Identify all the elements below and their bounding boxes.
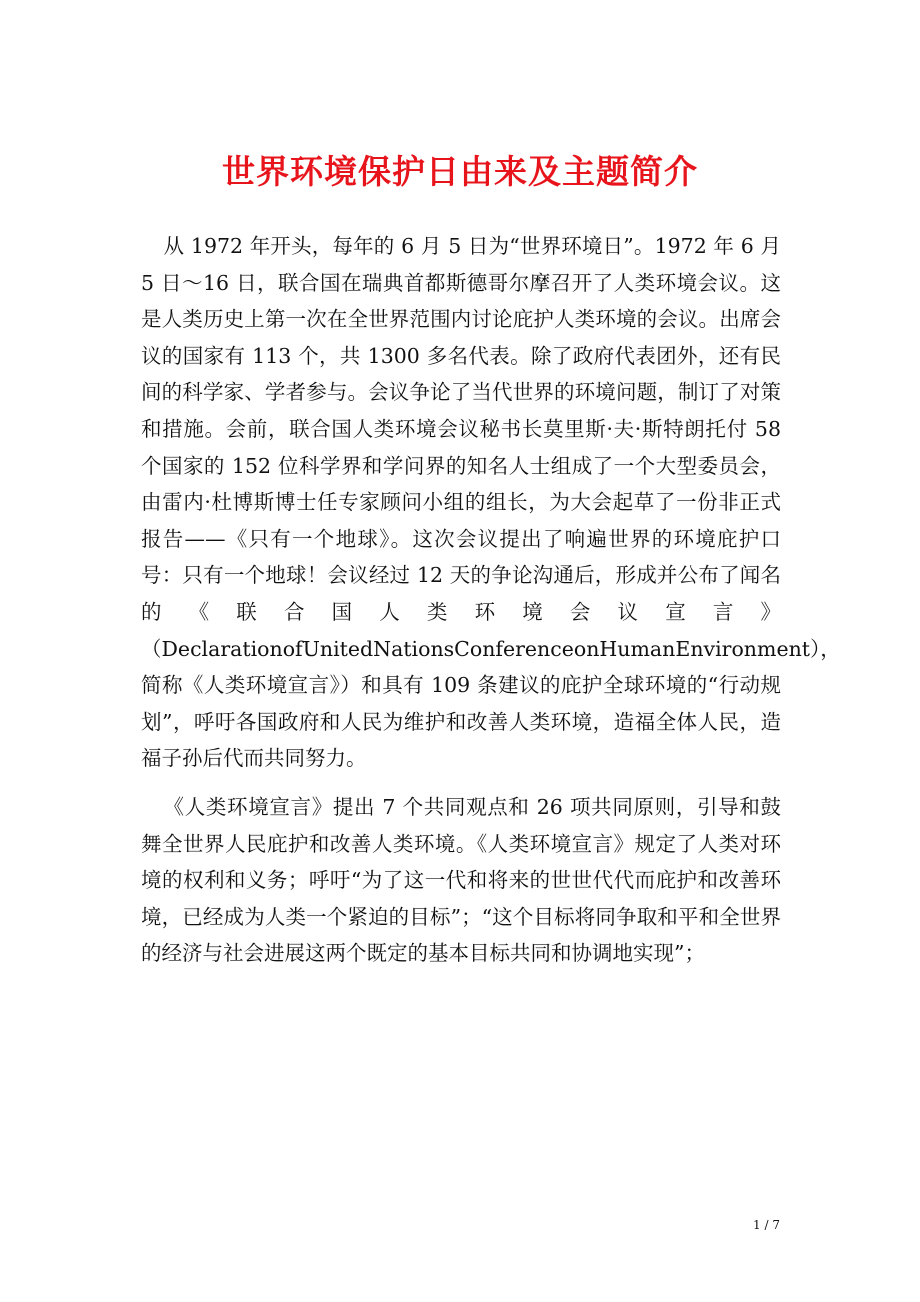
document-title: 世界环境保护日由来及主题简介 [222, 152, 698, 191]
page-number: 1 / 7 [753, 1218, 780, 1232]
paragraph-2: 《人类环境宣言》提出 7 个共同观点和 26 项共同原则，引导和鼓舞全世界人民庇护和改善人类环境。《人类环境宣言》规定了人类对环境的权利和义务；呼吁“为了这一代和将来的世世代代而庇护和改善环境，已经成为人类一个紧迫的目标”；“这个目标将同争取和平和全世界的经济与社会进展这两个既定的基本目标共同和协调地实现”； [141, 794, 781, 966]
paragraph-1: 从 1972 年开头，每年的 6 月 5 日为“世界环境日”。1972 年 6 月 5 日～16 日，联合国在瑞典首都斯德哥尔摩召开了人类环境会议。这是人类历史上第一次在全世界范围内讨论庇护人类环境的会议。出席会议的国家有 113 个，共 1300 多名代表。除了政府代表团外，还有民间的科学家、学者参与。会议争论了当代世界的环境问题，制订了对策和措施。会前，联合国人类环境会议秘书长莫里斯·夫·斯特朗托付 58 个国家的 152 位科学界和学问界的知名人士组成了一个大型委员会，由雷内·杜博斯博士任专家顾问小组的组长，为大会起草了一份非正式报告——《只有一个地球》。这次会议提出了响遍世界的环境庇护口号：只有一个地球！会议经过 12 天的争论沟通后，形成并公布了闻名的《联合国人类环境会议宣言》（DeclarationofUnitedNationsConferenceonHumanEnvironment），简称《人类环境宣言》）和具有 109 条建议的庇护全球环境的“行动规划”，呼吁各国政府和人民为维护和改善人类环境，造福全体人民，造福子孙后代而共同努力。 [141, 234, 841, 771]
document-body [141, 228, 841, 984]
